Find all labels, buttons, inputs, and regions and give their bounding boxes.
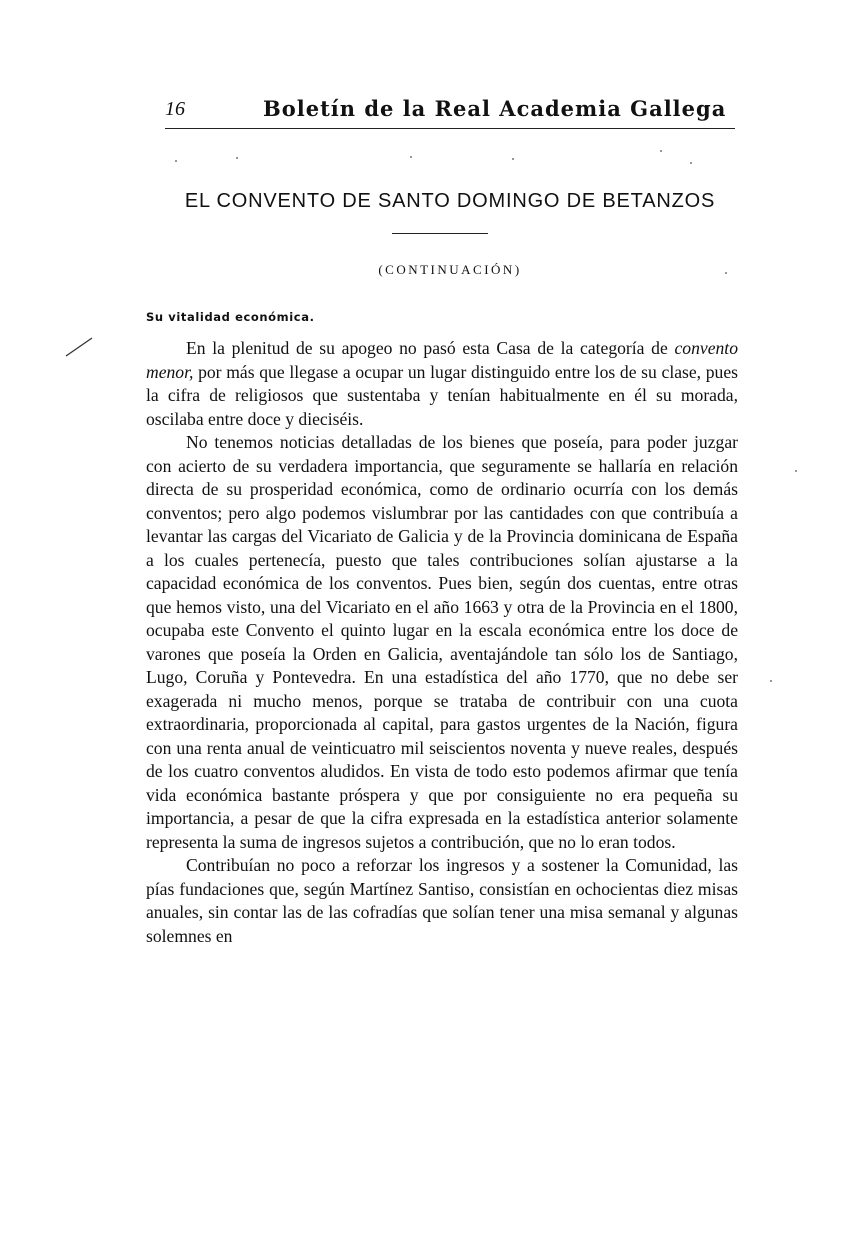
- scan-speck: [770, 680, 772, 682]
- scan-speck: [236, 157, 238, 159]
- journal-title: Boletín de la Real Academia Gallega: [263, 96, 727, 121]
- scan-speck: [410, 156, 412, 158]
- scan-speck: [795, 470, 797, 472]
- scan-speck: [512, 158, 514, 160]
- scan-speck: [725, 272, 727, 274]
- section-heading: Su vitalidad económica.: [146, 310, 315, 324]
- paragraph: [146, 337, 738, 431]
- paragraph-text: En la plenitud de su apogeo no pasó esta Casa de la categoría de: [186, 338, 675, 358]
- page-number: 16: [165, 98, 185, 120]
- italic-term: convento menor,: [146, 338, 738, 382]
- scan-speck: [175, 160, 177, 162]
- article-body: [146, 337, 738, 948]
- pencil-mark-icon: [64, 336, 94, 358]
- paragraph: No tenemos noticias detalladas de los bienes que poseía, para poder juzgar con acierto de su verdadera importancia, que seguramente se hallaría en relación directa de su prosperidad económica, como de ordinario ocurría con los demás conventos; pero algo podemos vislumbrar por las cantidades con que contribuía a levantar las cargas del Vicariato de Galicia y de la Provincia dominicana de España a los cuales pertenecía, puesto que tales contribuciones solían ajustarse a la capacidad económica de los conventos. Pues bien, según dos cuentas, entre otras que hemos visto, una del Vicariato en el año 1663 y otra de la Provincia en el 1800, ocupaba este Convento el quinto lugar en la escala económica entre los doce de varones que poseía la Orden en Galicia, aventajándole tan sólo los de Santiago, Lugo, Coruña y Pontevedra. En una estadística del año 1770, que no debe ser exagerada ni mucho menos, porque se trataba de contribuir con una cuota extraordinaria, proporcionada al capital, para gastos urgentes de la Nación, figura con una renta anual de veinticuatro mil seiscientos noventa y nueve reales, después de los cuatro conventos aludidos. En vista de todo esto podemos afirmar que tenía vida económica bastante próspera y que por consiguiente no era pequeña su importancia, a pesar de que la cifra expresada en la estadística anterior solamente representa la suma de ingresos sujetos a contribución, que no lo eran todos.: [146, 432, 738, 852]
- paragraph: Contribuían no poco a reforzar los ingresos y a sostener la Comunidad, las pías fundaciones que, según Martínez Santiso, consistían en ochocientas diez misas anuales, sin contar las de las cofradías que solían tener una misa semanal y algunas solemnes en: [146, 855, 738, 946]
- article-title: EL CONVENTO DE SANTO DOMINGO DE BETANZOS: [184, 190, 716, 212]
- scan-speck: [660, 150, 662, 152]
- continuation-label: (CONTINUACIÓN): [378, 262, 522, 277]
- scan-speck: [690, 162, 692, 164]
- running-header: [165, 96, 735, 129]
- title-divider: [392, 233, 488, 234]
- paragraph-text: por más que llegase a ocupar un lugar distinguido entre los de su clase, pues la cifra de religiosos que sustentaba y tenían habitualmente en él su morada, oscilaba entre doce y dieciséis.: [146, 361, 738, 429]
